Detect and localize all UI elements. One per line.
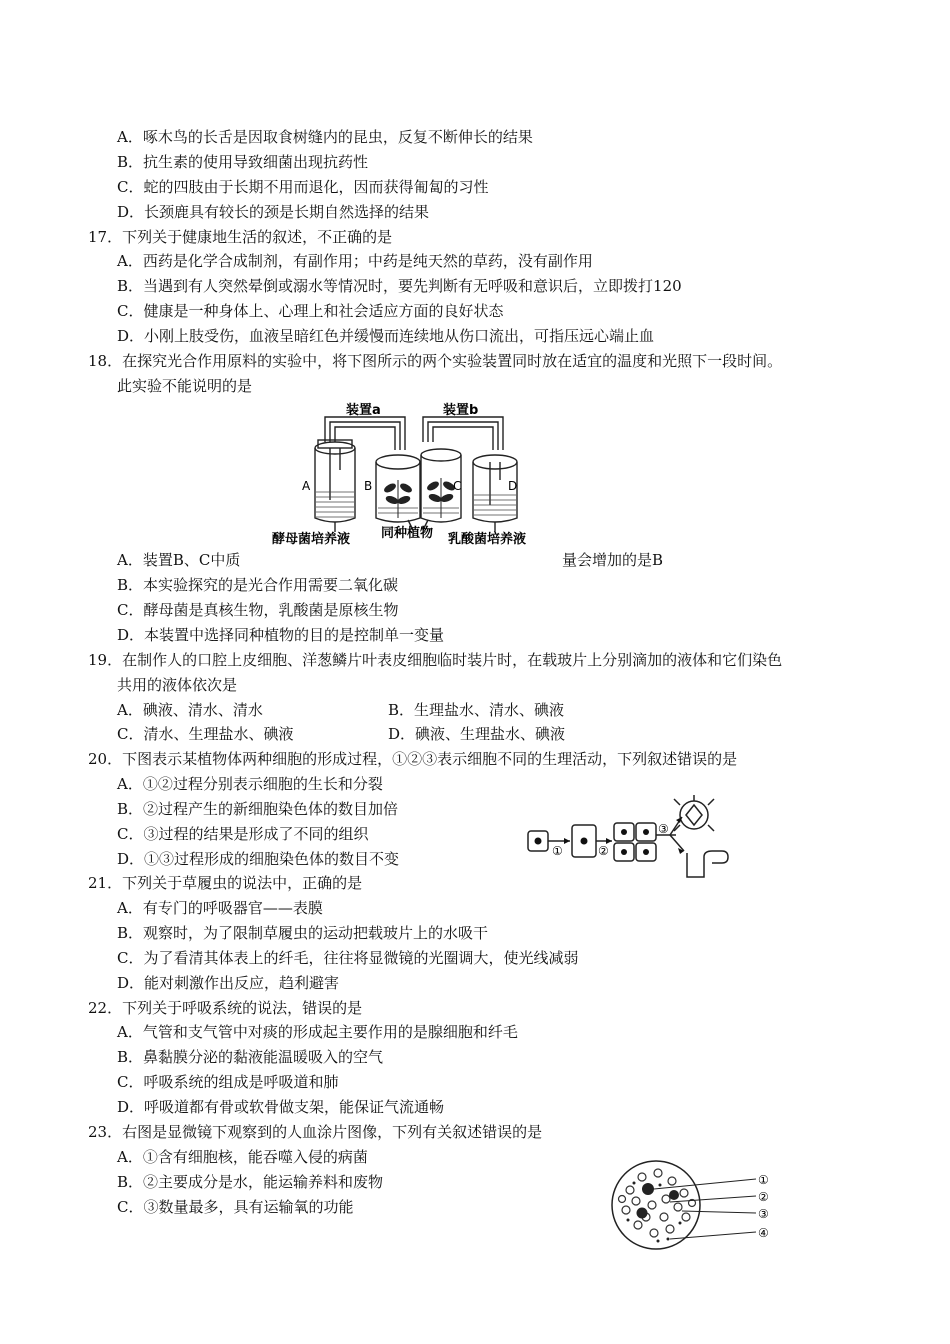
q18-option-a-left: A．装置B、C中质 <box>117 551 241 569</box>
q22-option-a: A．气管和支气管中对痰的形成起主要作用的是腺细胞和纤毛 <box>117 1023 518 1041</box>
q18-option-a-right: 量会增加的是B <box>562 551 664 569</box>
marker-2: ② <box>758 1190 769 1204</box>
label-plant: 同种植物 <box>381 526 434 541</box>
q16-option-a: A．啄木鸟的长舌是因取食树缝内的昆虫，反复不断伸长的结果 <box>117 128 533 146</box>
q23-stem: 23．右图是显微镜下观察到的人血涂片图像，下列有关叙述错误的是 <box>88 1123 543 1141</box>
q18-option-d: D．本装置中选择同种植物的目的是控制单一变量 <box>117 626 445 644</box>
q23-option-c: C．③数量最多，具有运输氧的功能 <box>117 1198 354 1216</box>
q22-option-d: D．呼吸道都有骨或软骨做支架，能保证气流通畅 <box>117 1098 445 1116</box>
q18-option-b: B．本实验探究的是光合作用需要二氧化碳 <box>117 576 399 594</box>
label-apparatus-a: 装置a <box>346 403 381 418</box>
q20-stem: 20．下图表示某植物体两种细胞的形成过程，①②③表示细胞不同的生理活动，下列叙述错误的是 <box>88 750 738 768</box>
label-jar-b: B <box>364 479 373 493</box>
marker-2: ② <box>598 844 609 858</box>
q19-option-c: C．清水、生理盐水、碘液 <box>117 725 294 743</box>
marker-1: ① <box>552 844 563 858</box>
marker-1: ① <box>758 1173 769 1187</box>
marker-3: ③ <box>658 822 669 836</box>
q17-stem: 17．下列关于健康地生活的叙述，不正确的是 <box>88 228 393 246</box>
apparatus-diagram <box>268 400 553 550</box>
q17-option-a: A．西药是化学合成制剂，有副作用；中药是纯天然的草药，没有副作用 <box>117 252 593 270</box>
marker-4: ④ <box>758 1226 769 1240</box>
q16-option-c: C．蛇的四肢由于长期不用而退化，因而获得匍匐的习性 <box>117 178 489 196</box>
q21-option-d: D．能对刺激作出反应，趋利避害 <box>117 974 340 992</box>
q23-blood-smear-figure <box>608 1155 778 1255</box>
q21-stem: 21．下列关于草履虫的说法中，正确的是 <box>88 874 363 892</box>
marker-3: ③ <box>758 1207 769 1221</box>
label-jar-c: C <box>453 479 462 493</box>
q23-option-a: A．①含有细胞核，能吞噬入侵的病菌 <box>117 1148 368 1166</box>
label-apparatus-b: 装置b <box>443 403 479 418</box>
q21-option-a: A．有专门的呼吸器官——表膜 <box>117 899 323 917</box>
label-yeast: 酵母菌培养液 <box>272 532 351 547</box>
cell-division-diagram <box>522 795 732 885</box>
q21-option-b: B．观察时，为了限制草履虫的运动把载玻片上的水吸干 <box>117 924 489 942</box>
q22-option-c: C．呼吸系统的组成是呼吸道和肺 <box>117 1073 339 1091</box>
q21-option-c: C．为了看清其体表上的纤毛，往往将显微镜的光圈调大，使光线减弱 <box>117 949 579 967</box>
q16-option-b: B．抗生素的使用导致细菌出现抗药性 <box>117 153 369 171</box>
blood-smear-diagram <box>608 1155 778 1255</box>
q23-option-b: B．②主要成分是水，能运输养料和废物 <box>117 1173 384 1191</box>
q17-option-c: C．健康是一种身体上、心理上和社会适应方面的良好状态 <box>117 302 504 320</box>
q20-option-d: D．①③过程形成的细胞染色体的数目不变 <box>117 850 400 868</box>
q18-apparatus-figure <box>268 400 553 550</box>
label-jar-a: A <box>302 479 311 493</box>
q18-option-c: C．酵母菌是真核生物，乳酸菌是原核生物 <box>117 601 399 619</box>
q19-stem: 19．在制作人的口腔上皮细胞、洋葱鳞片叶表皮细胞临时装片时，在载玻片上分别滴加的液体和它们染色 <box>88 651 783 669</box>
q19-stem-cont: 共用的液体依次是 <box>117 676 238 694</box>
q18-stem-cont: 此实验不能说明的是 <box>117 377 253 395</box>
q20-option-c: C．③过程的结果是形成了不同的组织 <box>117 825 369 843</box>
q18-stem: 18．在探究光合作用原料的实验中，将下图所示的两个实验装置同时放在适宜的温度和光照下一段时间。 <box>88 352 783 370</box>
label-jar-d: D <box>508 479 518 493</box>
q22-stem: 22．下列关于呼吸系统的说法，错误的是 <box>88 999 363 1017</box>
q19-option-a: A．碘液、清水、清水 <box>117 701 263 719</box>
q17-option-d: D．小刚上肢受伤，血液呈暗红色并缓慢而连续地从伤口流出，可指压远心端止血 <box>117 327 655 345</box>
q19-option-d: D．碘液、生理盐水、碘液 <box>388 725 566 743</box>
q16-option-d: D．长颈鹿具有较长的颈是长期自然选择的结果 <box>117 203 430 221</box>
q20-option-b: B．②过程产生的新细胞染色体的数目加倍 <box>117 800 399 818</box>
q17-option-b: B．当遇到有人突然晕倒或溺水等情况时，要先判断有无呼吸和意识后，立即拨打120 <box>117 277 682 295</box>
q22-option-b: B．鼻黏膜分泌的黏液能温暖吸入的空气 <box>117 1048 384 1066</box>
q19-option-b: B．生理盐水、清水、碘液 <box>388 701 565 719</box>
q20-cell-division-figure <box>522 795 732 885</box>
q20-option-a: A．①②过程分别表示细胞的生长和分裂 <box>117 775 383 793</box>
label-lactic: 乳酸菌培养液 <box>448 532 527 547</box>
